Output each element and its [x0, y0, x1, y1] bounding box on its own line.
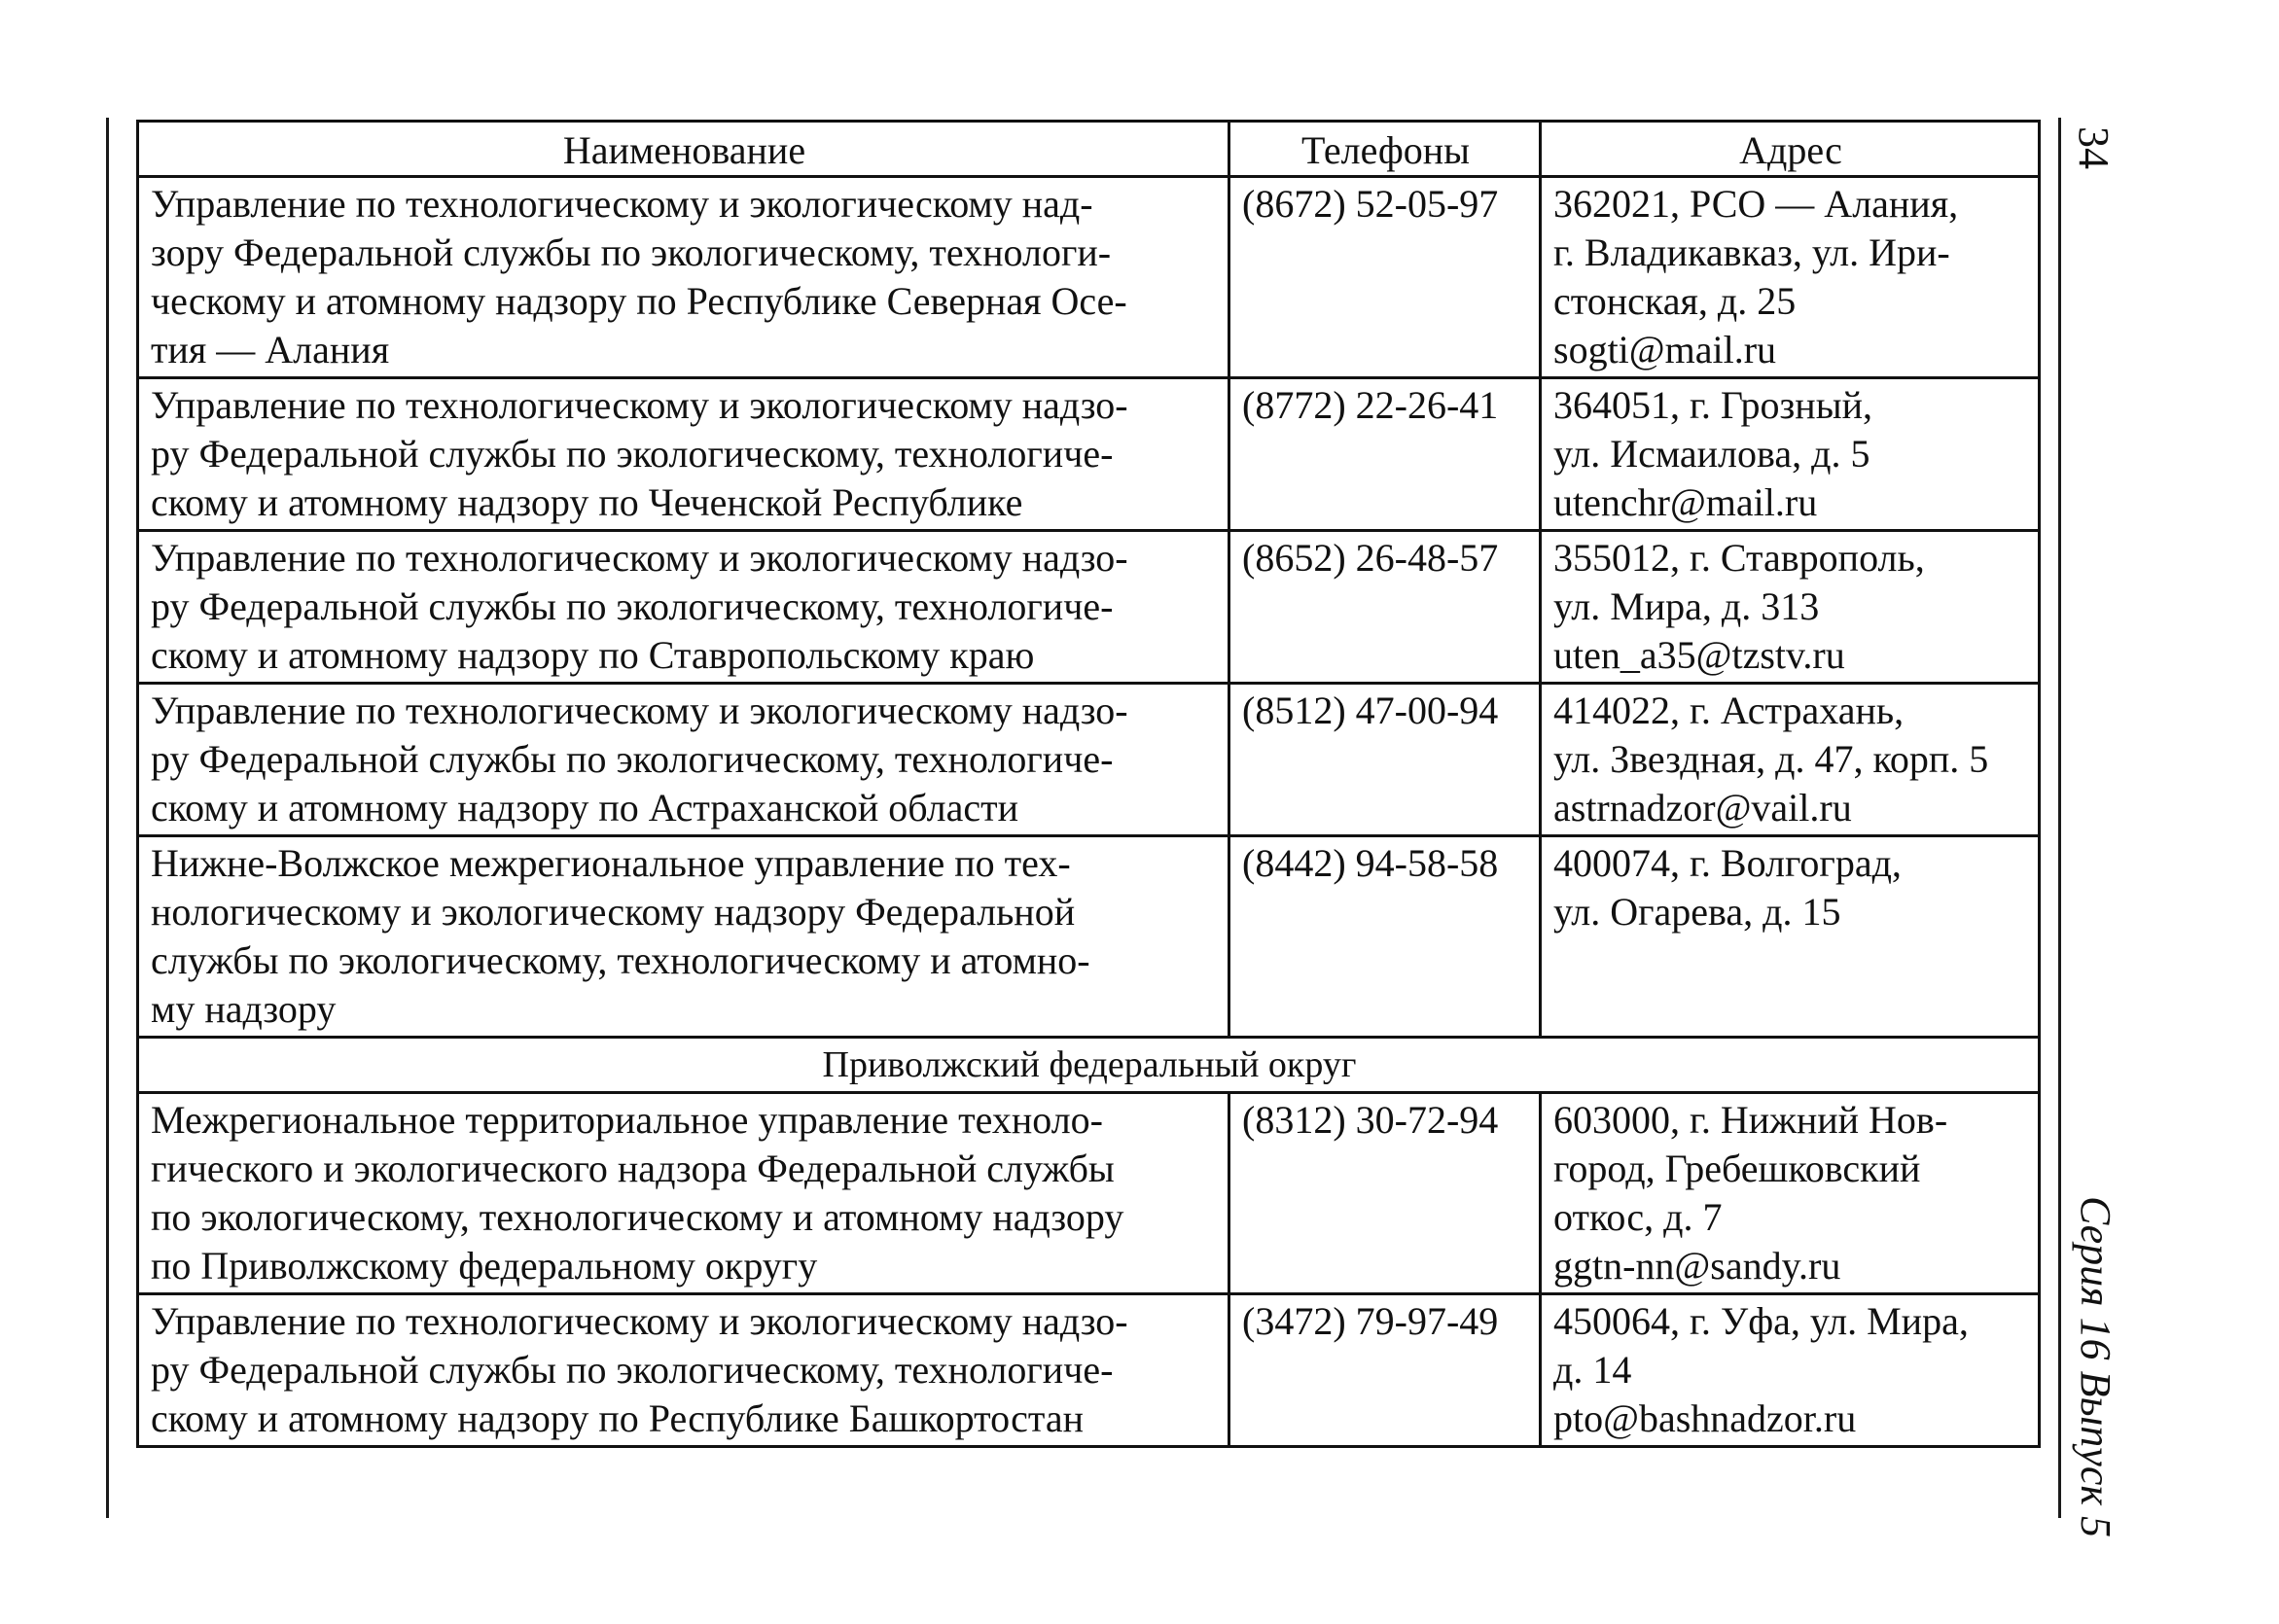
address	[1541, 378, 2040, 531]
name-line: Межрегиональное территориальное управление техноло-	[151, 1098, 1103, 1142]
address-line: стонская, д. 25	[1553, 279, 1797, 323]
email-address: pto@bashnadzor.ru	[1553, 1396, 1857, 1440]
organizations-table	[136, 120, 2041, 1448]
name-line: скому и атомному надзору по Республике Башкортостан	[151, 1396, 1084, 1440]
table-header-row	[138, 122, 2040, 177]
header-name: Наименование	[138, 122, 1229, 177]
phone-number: (8652) 26-48-57	[1229, 531, 1541, 684]
table-row	[138, 1093, 2040, 1294]
name-line: скому и атомному надзору по Астраханской области	[151, 786, 1019, 830]
name-line: нологическому и экологическому надзору Федеральной	[151, 890, 1076, 934]
table-row	[138, 531, 2040, 684]
email-address: ggtn-nn@sandy.ru	[1553, 1244, 1841, 1288]
email-address: utenchr@mail.ru	[1553, 480, 1818, 524]
address-line: откос, д. 7	[1553, 1195, 1723, 1239]
address-line: 355012, г. Ставрополь,	[1553, 536, 1925, 580]
header-phone: Телефоны	[1229, 122, 1541, 177]
address-line: г. Владикавказ, ул. Ири-	[1553, 230, 1950, 274]
address-line: 362021, РСО — Алания,	[1553, 182, 1959, 226]
address-line: ул. Огарева, д. 15	[1553, 890, 1841, 934]
name-line: Управление по технологическому и экологическому надзо-	[151, 688, 1128, 732]
name-line: ру Федеральной службы по экологическому, технологиче-	[151, 432, 1114, 476]
organization-name	[138, 1093, 1229, 1294]
address-line: ул. Мира, д. 313	[1553, 584, 1820, 628]
name-line: гического и экологического надзора Федеральной службы	[151, 1147, 1115, 1190]
table-row	[138, 684, 2040, 836]
email-address: astrnadzor@vail.ru	[1553, 786, 1852, 830]
email-address: sogti@mail.ru	[1553, 328, 1777, 371]
address-line: 414022, г. Астрахань,	[1553, 688, 1905, 732]
name-line: Управление по технологическому и экологическому надзо-	[151, 536, 1128, 580]
address-line: 603000, г. Нижний Нов-	[1553, 1098, 1948, 1142]
name-line: по Приволжскому федеральному округу	[151, 1244, 818, 1288]
organization-name	[138, 177, 1229, 378]
name-line: ческому и атомному надзору по Республике Северная Осе-	[151, 279, 1127, 323]
address-line: город, Гребешковский	[1553, 1147, 1921, 1190]
address	[1541, 684, 2040, 836]
address-line: д. 14	[1553, 1348, 1632, 1392]
organization-name	[138, 531, 1229, 684]
phone-number: (8772) 22-26-41	[1229, 378, 1541, 531]
section-title: Приволжский федеральный округ	[138, 1038, 2040, 1093]
organization-name	[138, 1294, 1229, 1447]
series-label: Серия 16 Выпуск 5	[2072, 1196, 2119, 1537]
name-line: ру Федеральной службы по экологическому, технологиче-	[151, 584, 1114, 628]
address	[1541, 836, 2040, 1038]
address-line: 364051, г. Грозный,	[1553, 383, 1872, 427]
address	[1541, 177, 2040, 378]
name-line: скому и атомному надзору по Ставропольскому краю	[151, 633, 1035, 677]
page-number: 34	[2070, 126, 2118, 169]
header-address: Адрес	[1541, 122, 2040, 177]
phone-number: (8512) 47-00-94	[1229, 684, 1541, 836]
name-line: Управление по технологическому и экологическому надзо-	[151, 383, 1128, 427]
phone-number: (3472) 79-97-49	[1229, 1294, 1541, 1447]
table-row	[138, 1294, 2040, 1447]
name-line: службы по экологическому, технологическому и атомно-	[151, 938, 1090, 982]
name-line: по экологическому, технологическому и атомному надзору	[151, 1195, 1124, 1239]
name-line: тия — Алания	[151, 328, 390, 371]
name-line: Нижне-Волжское межрегиональное управление по тех-	[151, 841, 1071, 885]
right-margin-rule	[2058, 118, 2061, 1518]
name-line: ру Федеральной службы по экологическому, технологиче-	[151, 737, 1114, 781]
phone-number: (8672) 52-05-97	[1229, 177, 1541, 378]
name-line: Управление по технологическому и экологическому над-	[151, 182, 1093, 226]
name-line: зору Федеральной службы по экологическому, технологи-	[151, 230, 1112, 274]
organization-name	[138, 836, 1229, 1038]
phone-number: (8312) 30-72-94	[1229, 1093, 1541, 1294]
address-line: ул. Звездная, д. 47, корп. 5	[1553, 737, 1989, 781]
name-line: му надзору	[151, 987, 337, 1031]
name-line: Управление по технологическому и экологическому надзо-	[151, 1299, 1128, 1343]
address-line: 400074, г. Волгоград,	[1553, 841, 1902, 885]
table-row	[138, 836, 2040, 1038]
section-row	[138, 1038, 2040, 1093]
organization-name	[138, 684, 1229, 836]
name-line: скому и атомному надзору по Чеченской Республике	[151, 480, 1023, 524]
name-line: ру Федеральной службы по экологическому, технологиче-	[151, 1348, 1114, 1392]
table-row	[138, 177, 2040, 378]
address	[1541, 1093, 2040, 1294]
left-margin-rule	[106, 118, 109, 1518]
organization-name	[138, 378, 1229, 531]
table-row	[138, 378, 2040, 531]
address	[1541, 531, 2040, 684]
phone-number: (8442) 94-58-58	[1229, 836, 1541, 1038]
address-line: 450064, г. Уфа, ул. Мира,	[1553, 1299, 1969, 1343]
email-address: uten_a35@tzstv.ru	[1553, 633, 1845, 677]
address	[1541, 1294, 2040, 1447]
address-line: ул. Исмаилова, д. 5	[1553, 432, 1870, 476]
